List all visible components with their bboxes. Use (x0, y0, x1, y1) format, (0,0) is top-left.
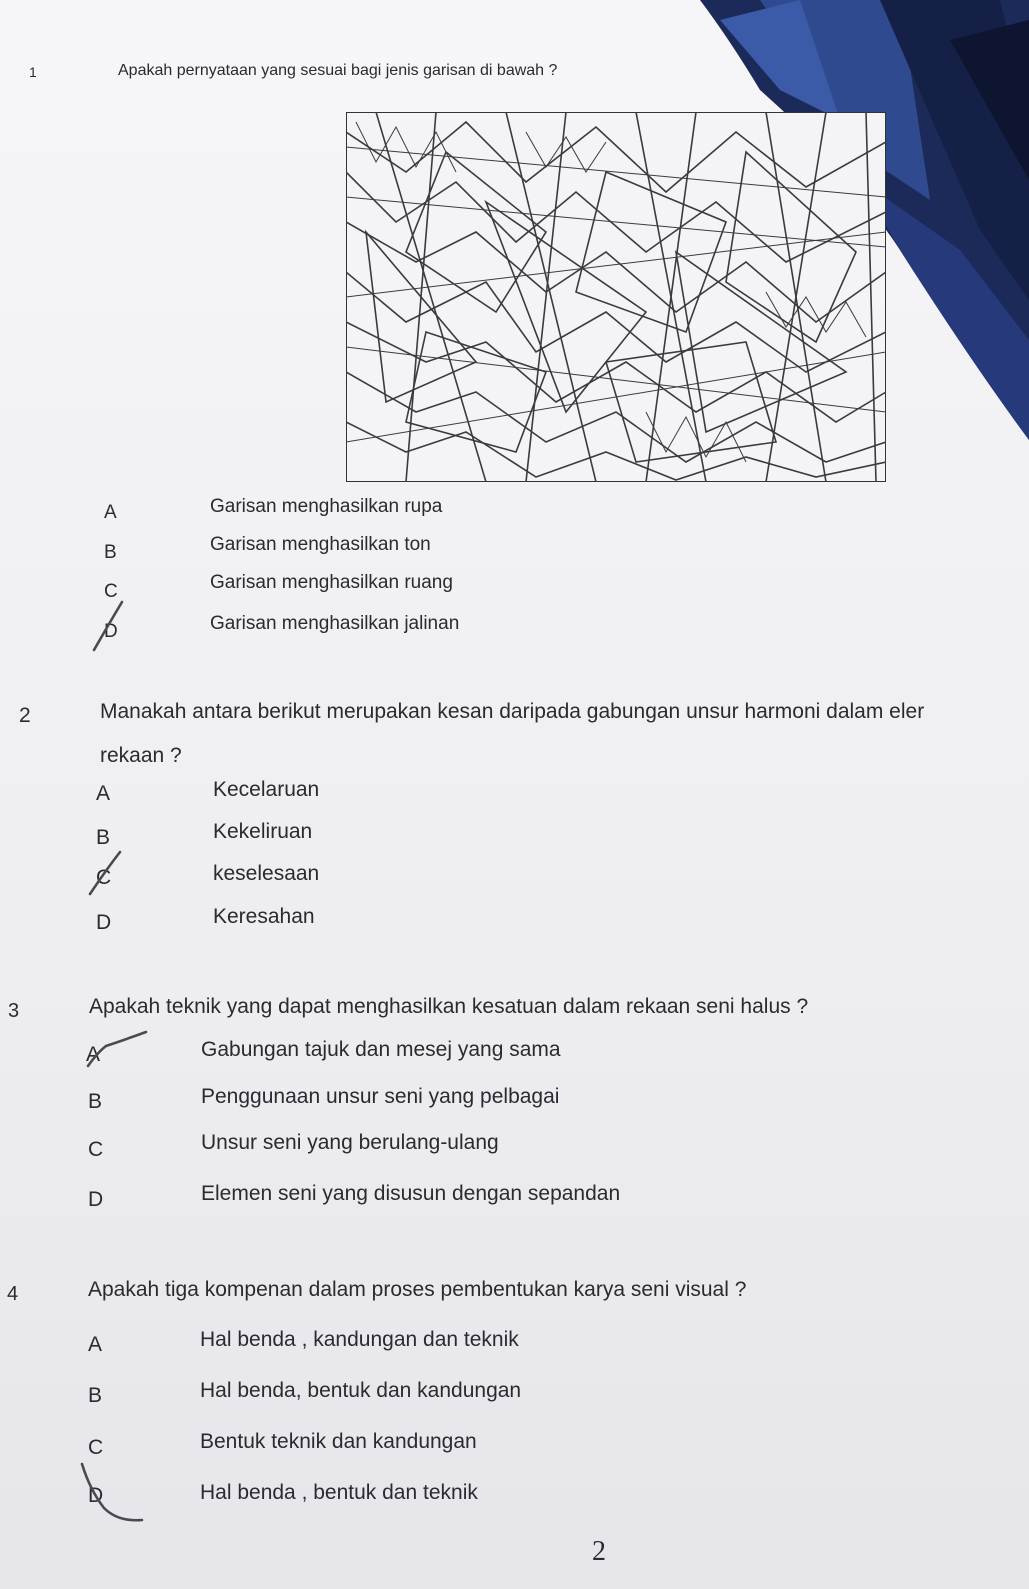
q3-option-d-text: Elemen seni yang disusun dengan sepandan (201, 1182, 621, 1205)
q1-option-a-letter: A (104, 502, 117, 523)
q4-option-a-text: Hal benda , kandungan dan teknik (200, 1328, 519, 1351)
q2-option-c-letter: C (96, 866, 112, 889)
q4-option-c-text: Bentuk teknik dan kandungan (200, 1430, 477, 1453)
q2-option-d-text: Keresahan (213, 905, 315, 928)
q1-option-a-text: Garisan menghasilkan rupa (210, 496, 443, 517)
q2-option-c-text: keselesaan (213, 862, 320, 885)
question-1-number: 1 (29, 64, 37, 80)
q3-option-c-text: Unsur seni yang berulang-ulang (201, 1131, 499, 1154)
q4-answer-tick-mark (76, 1460, 146, 1526)
q3-option-b-text: Penggunaan unsur seni yang pelbagai (201, 1085, 560, 1108)
q3-option-d-letter: D (88, 1188, 104, 1211)
q1-option-b-letter: B (104, 542, 117, 563)
question-4-number: 4 (7, 1283, 19, 1305)
q4-option-d-letter: D (88, 1484, 104, 1507)
q4-option-d-text: Hal benda , bentuk dan teknik (200, 1481, 478, 1504)
question-2-text: Manakah antara berikut merupakan kesan daripada gabungan unsur harmoni dalam eler (100, 700, 925, 723)
question-3-text: Apakah teknik yang dapat menghasilkan kesatuan dalam rekaan seni halus ? (89, 995, 809, 1018)
q1-option-b-text: Garisan menghasilkan ton (210, 534, 431, 555)
q3-option-c-letter: C (88, 1138, 104, 1161)
q3-option-a-text: Gabungan tajuk dan mesej yang sama (201, 1038, 561, 1061)
q1-option-c-text: Garisan menghasilkan ruang (210, 572, 453, 593)
q2-option-a-text: Kecelaruan (213, 778, 320, 801)
question-3-number: 3 (8, 1000, 20, 1022)
q1-answer-tick-mark (88, 598, 128, 654)
q2-option-b-letter: B (96, 826, 111, 849)
page-number: 2 (592, 1536, 606, 1567)
q4-option-a-letter: A (88, 1333, 103, 1356)
q1-option-c-letter: C (104, 581, 118, 602)
question-2-number: 2 (19, 704, 31, 727)
question-2-text-continued: rekaan ? (100, 744, 182, 767)
q2-option-a-letter: A (96, 782, 111, 805)
q2-answer-tick-mark (80, 848, 124, 898)
q1-option-d-text: Garisan menghasilkan jalinan (210, 613, 460, 634)
question-4-text: Apakah tiga kompenan dalam proses pembentukan karya seni visual ? (88, 1278, 747, 1301)
q2-option-d-letter: D (96, 911, 112, 934)
q1-option-d-letter: D (104, 621, 118, 642)
q2-option-b-text: Kekeliruan (213, 820, 313, 843)
q4-option-b-text: Hal benda, bentuk dan kandungan (200, 1379, 522, 1402)
q4-option-c-letter: C (88, 1436, 104, 1459)
q4-option-b-letter: B (88, 1384, 103, 1407)
q3-answer-tick-mark (84, 1026, 150, 1070)
q3-option-a-letter: A (86, 1043, 101, 1066)
q3-option-b-letter: B (88, 1090, 103, 1113)
line-texture-figure (346, 112, 886, 482)
question-1-text: Apakah pernyataan yang sesuai bagi jenis garisan di bawah ? (118, 62, 558, 79)
